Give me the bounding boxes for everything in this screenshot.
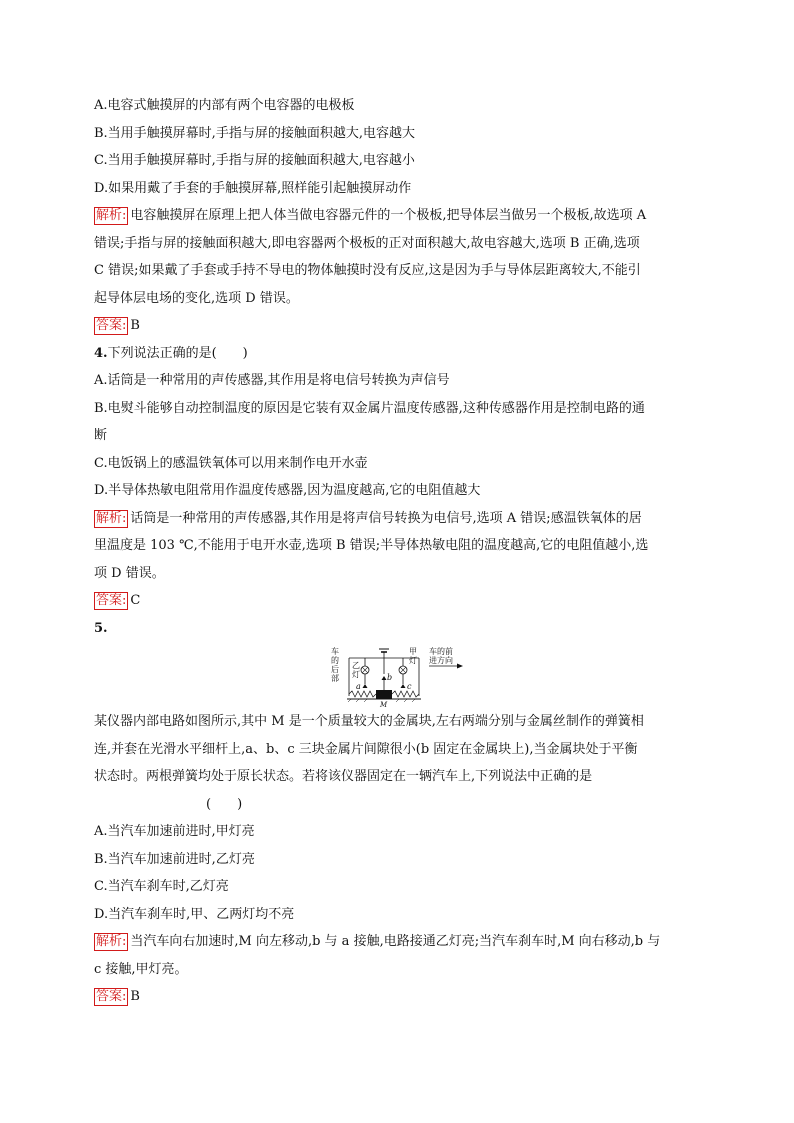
- q5-figure-row: [94, 644, 700, 708]
- q4-stem: 下列说法正确的是( ): [107, 345, 248, 361]
- answer-tag: 答案:: [96, 318, 127, 333]
- q4-number: 4.: [94, 345, 108, 361]
- q3-option-d: D.如果用戴了手套的手触摸屏幕,照样能引起触摸屏动作: [94, 180, 412, 196]
- answer-tag: 答案:: [96, 593, 127, 608]
- metal-block-label: M: [380, 701, 388, 708]
- page-content: [94, 92, 700, 1011]
- q3-option-a: A.电容式触摸屏的内部有两个电容器的电极板: [94, 98, 355, 113]
- spring-left: [349, 691, 376, 697]
- contact-a-plate: [363, 684, 368, 688]
- q3-option-c: C.当用手触摸屏幕时,手指与屏的接触面积越大,电容越小: [94, 153, 415, 168]
- q4-answer-line: [94, 587, 700, 615]
- contact-a-label: a: [356, 682, 361, 691]
- contact-b-plate: [382, 676, 387, 680]
- q4-option-b-2: 断: [94, 428, 108, 443]
- fig-right-label-1: 车的前: [429, 647, 453, 656]
- q3-analysis-line-3: C 错误;如果戴了手套或手持不导电的物体触摸时没有反应,这是因为手与导体层距离较大,不能引: [94, 263, 641, 278]
- q5-analysis-text-1: 当汽车向右加速时,M 向左移动,b 与 a 接触,电路接通乙灯亮;当汽车刹车时,M 向右移动,b 与: [130, 934, 661, 949]
- q5-answer-line: [94, 983, 700, 1011]
- q5-analysis-line-1: [94, 928, 700, 956]
- q5-analysis-line-2: c 接触,甲灯亮。: [94, 961, 188, 977]
- q3-answer-line: [94, 312, 700, 340]
- metal-block-m: [376, 690, 392, 699]
- q4-option-a: A.话筒是一种常用的声传感器,其作用是将电信号转换为声信号: [94, 373, 450, 388]
- contact-c-label: c: [407, 682, 412, 691]
- q5-answer-blank: ( ): [206, 796, 243, 812]
- contact-c-plate: [401, 684, 406, 688]
- q4-option-c: C.电饭锅上的感温铁氧体可以用来制作电开水壶: [94, 455, 368, 471]
- q5-number-line: [94, 615, 700, 643]
- answer-tag: 答案:: [96, 989, 127, 1004]
- q5-option-a: A.当汽车加速前进时,甲灯亮: [94, 824, 255, 839]
- fig-left-label-2: 的: [331, 656, 339, 665]
- q3-option-b: B.当用手触摸屏幕时,手指与屏的接触面积越大,电容越大: [94, 125, 415, 141]
- q4-analysis-text-1: 话筒是一种常用的声传感器,其作用是将声信号转换为电信号,选项 A 错误;感温铁氧体的居: [130, 510, 642, 526]
- q5-option-c: C.当汽车刹车时,乙灯亮: [94, 879, 229, 894]
- fig-right-label-2: 进方向: [429, 656, 453, 665]
- fig-left-label-1: 车: [331, 647, 339, 656]
- lamp-yi-label-2: 灯: [352, 670, 360, 679]
- direction-arrow-head: [457, 664, 463, 669]
- analysis-tag: 解析:: [96, 510, 127, 526]
- q5-number: 5.: [94, 620, 108, 636]
- q5-stem-line-3: 状态时。两根弹簧均处于原长状态。若将该仪器固定在一辆汽车上,下列说法中正确的是: [94, 769, 593, 784]
- q3-analysis-line-1: [94, 202, 700, 230]
- q4-answer: C: [130, 593, 141, 608]
- q4-option-d: D.半导体热敏电阻常用作温度传感器,因为温度越高,它的电阻值越大: [94, 483, 481, 498]
- q5-stem-line-2: 连,并套在光滑水平细杆上,a、b、c 三块金属片间隙很小(b 固定在金属块上),当金属块处于平衡: [94, 741, 638, 757]
- spring-right: [392, 691, 419, 697]
- lamp-jia-label-1: 甲: [409, 647, 417, 656]
- analysis-tag: 解析:: [96, 934, 127, 949]
- q5-option-b: B.当汽车加速前进时,乙灯亮: [94, 851, 255, 867]
- q4-stem-line: [94, 340, 700, 368]
- q5-answer: B: [130, 989, 140, 1004]
- q4-option-b-1: B.电熨斗能够自动控制温度的原因是它装有双金属片温度传感器,这种传感器作用是控制电路的通: [94, 400, 645, 416]
- q4-analysis-line-2: 里温度是 103 ℃,不能用于电开水壶,选项 B 错误;半导体热敏电阻的温度越高,它的电阻值越小,选: [94, 538, 649, 553]
- analysis-tag: 解析:: [96, 208, 127, 223]
- q3-analysis-line-4: 起导体层电场的变化,选项 D 错误。: [94, 290, 299, 306]
- q5-stem-line-1: 某仪器内部电路如图所示,其中 M 是一个质量较大的金属块,左右两端分别与金属丝制作的弹簧相: [94, 714, 644, 729]
- lamp-yi-label-1: 乙: [352, 661, 360, 670]
- q3-answer: B: [130, 318, 140, 333]
- fig-left-label-3: 后: [331, 665, 339, 674]
- lamp-jia-label-2: 灯: [409, 656, 417, 665]
- q3-analysis-line-2: 错误;手指与屏的接触面积越大,即电容器两个极板的正对面积越大,故电容越大,选项 B 正确,选项: [94, 235, 640, 251]
- contact-b-label: b: [387, 673, 393, 682]
- q4-analysis-line-3: 项 D 错误。: [94, 565, 165, 581]
- q5-circuit-figure: [329, 644, 465, 708]
- q4-analysis-line-1: [94, 505, 700, 533]
- q3-analysis-text-1: 电容触摸屏在原理上把人体当做电容器元件的一个极板,把导体层当做另一个极板,故选项 A: [130, 208, 647, 223]
- q5-option-d: D.当汽车刹车时,甲、乙两灯均不亮: [94, 906, 295, 922]
- fig-left-label-4: 部: [331, 674, 339, 683]
